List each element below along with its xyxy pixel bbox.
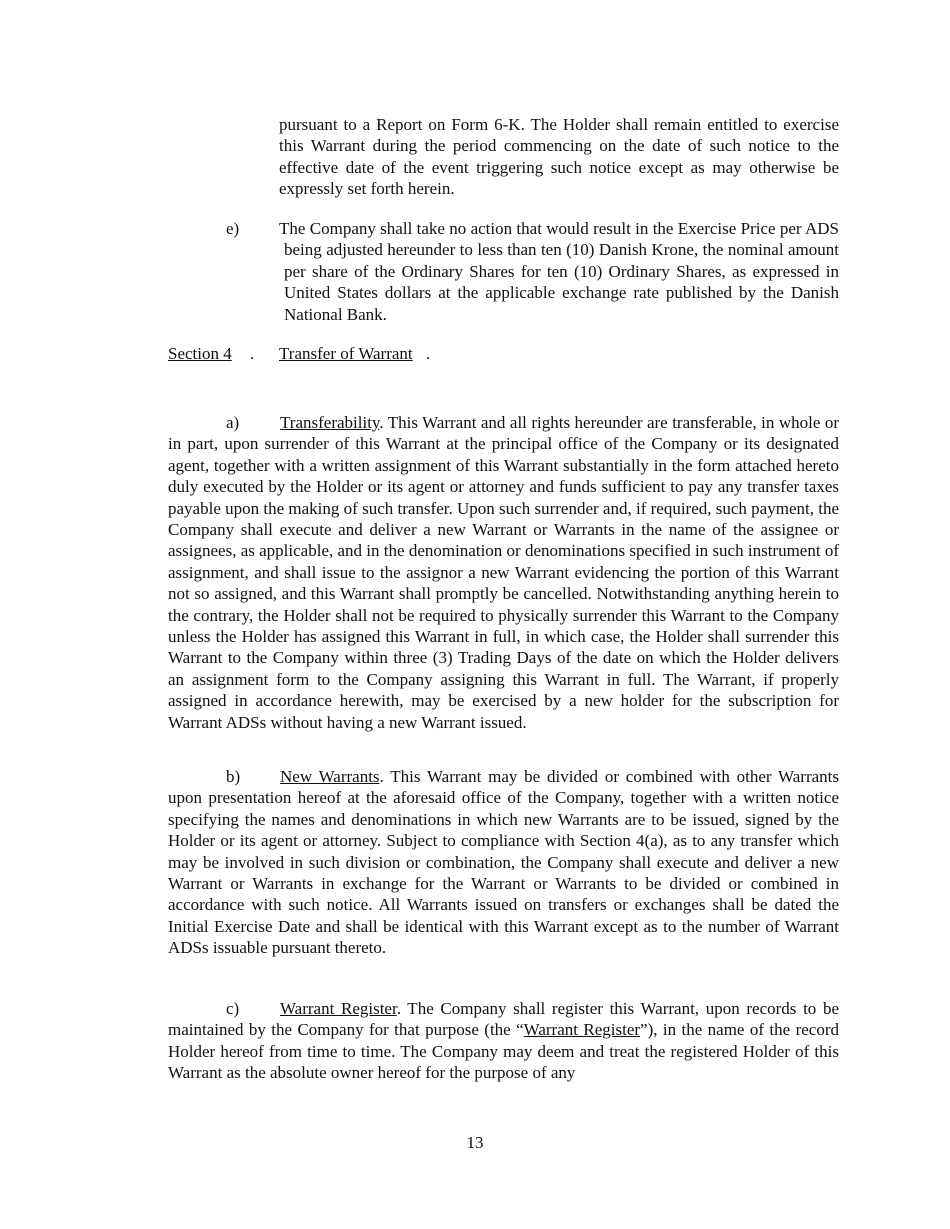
subsection-a-label: a) (226, 413, 240, 432)
paragraph-d-continuation: pursuant to a Report on Form 6-K. The Holder shall remain entitled to exercise this Warrant during the period commencing on the date of such notice to the effective date of the event triggering such notice except as may otherwise be expressly set forth herein. (279, 115, 839, 199)
subsection-a (168, 412, 839, 733)
section-number: Section 4 (168, 344, 232, 363)
subsection-a-text: . This Warrant and all rights hereunder are transferable, in whole or in part, upon surrender of this Warrant at the principal office of the Company or its designated agent, together with a written assignment of this Warrant substantially in the form attached hereto duly executed by the Holder or its agent or attorney and funds sufficient to pay any transfer taxes payable upon the making of such transfer. Upon such surrender and, if required, such payment, the Company shall execute and deliver a new Warrant or Warrants in the name of the assignee or assignees, as applicable, and in the denomination or denominations specified in such instrument of assignment, and shall issue to the assignor a new Warrant evidencing the portion of this Warrant not so assigned, and this Warrant shall promptly be cancelled. Notwithstanding anything herein to the contrary, the Holder shall not be required to physically surrender this Warrant to the Company unless the Holder has assigned this Warrant in full, in which case, the Holder shall surrender this Warrant to the Company within three (3) Trading Days of the date on which the Holder delivers an assignment form to the Company assigning this Warrant in full. The Warrant, if properly assigned in accordance herewith, may be exercised by a new holder for the subscription for Warrant ADSs without having a new Warrant issued. (168, 413, 839, 732)
page-number: 13 (466, 1133, 484, 1152)
defined-term-warrant-register: Warrant Register (523, 1020, 641, 1040)
paragraph-e-text: The Company shall take no action that would result in the Exercise Price per ADS being adjusted hereunder to less than ten (10) Danish Krone, the nominal amount per share of the Ordinary Shares for ten (10) Ordinary Shares, as expressed in United States dollars at the applicable exchange rate published by the Danish National Bank. (279, 219, 839, 324)
subsection-b-label: b) (226, 767, 241, 786)
section-title: Transfer of Warrant (279, 344, 413, 363)
subsection-b (168, 766, 839, 959)
subsection-c-label: c) (226, 999, 240, 1018)
subsection-b-heading: New Warrants (280, 767, 380, 786)
section-title-suffix: . (426, 344, 431, 363)
subsection-a-heading: Transferability (280, 413, 380, 432)
section-number-suffix: . (250, 344, 255, 363)
subsection-c-text-before: . The Company shall register this Warrant, upon records to be maintained by the Company for that purpose (the “ (168, 999, 839, 1040)
subsection-c-heading: Warrant Register (280, 999, 397, 1018)
subsection-c (168, 998, 839, 1084)
paragraph-e-label: e) (226, 219, 240, 238)
subsection-c-text-after: ”), in the name of the record Holder hereof from time to time. The Company may deem and treat the registered Holder of this Warrant as the absolute owner hereof for the purpose of any (168, 1020, 839, 1083)
subsection-b-text: . This Warrant may be divided or combined with other Warrants upon presentation hereof at the aforesaid office of the Company, together with a written notice specifying the names and denominations in which new Warrants are to be issued, signed by the Holder or its agent or attorney. Subject to compliance with Section 4(a), as to any transfer which may be involved in such division or combination, the Company shall execute and deliver a new Warrant or Warrants in exchange for the Warrant or Warrants to be divided or combined in accordance with such notice. All Warrants issued on transfers or exchanges shall be dated the Initial Exercise Date and shall be identical with this Warrant except as to the number of Warrant ADSs issuable pursuant thereto. (168, 767, 839, 958)
